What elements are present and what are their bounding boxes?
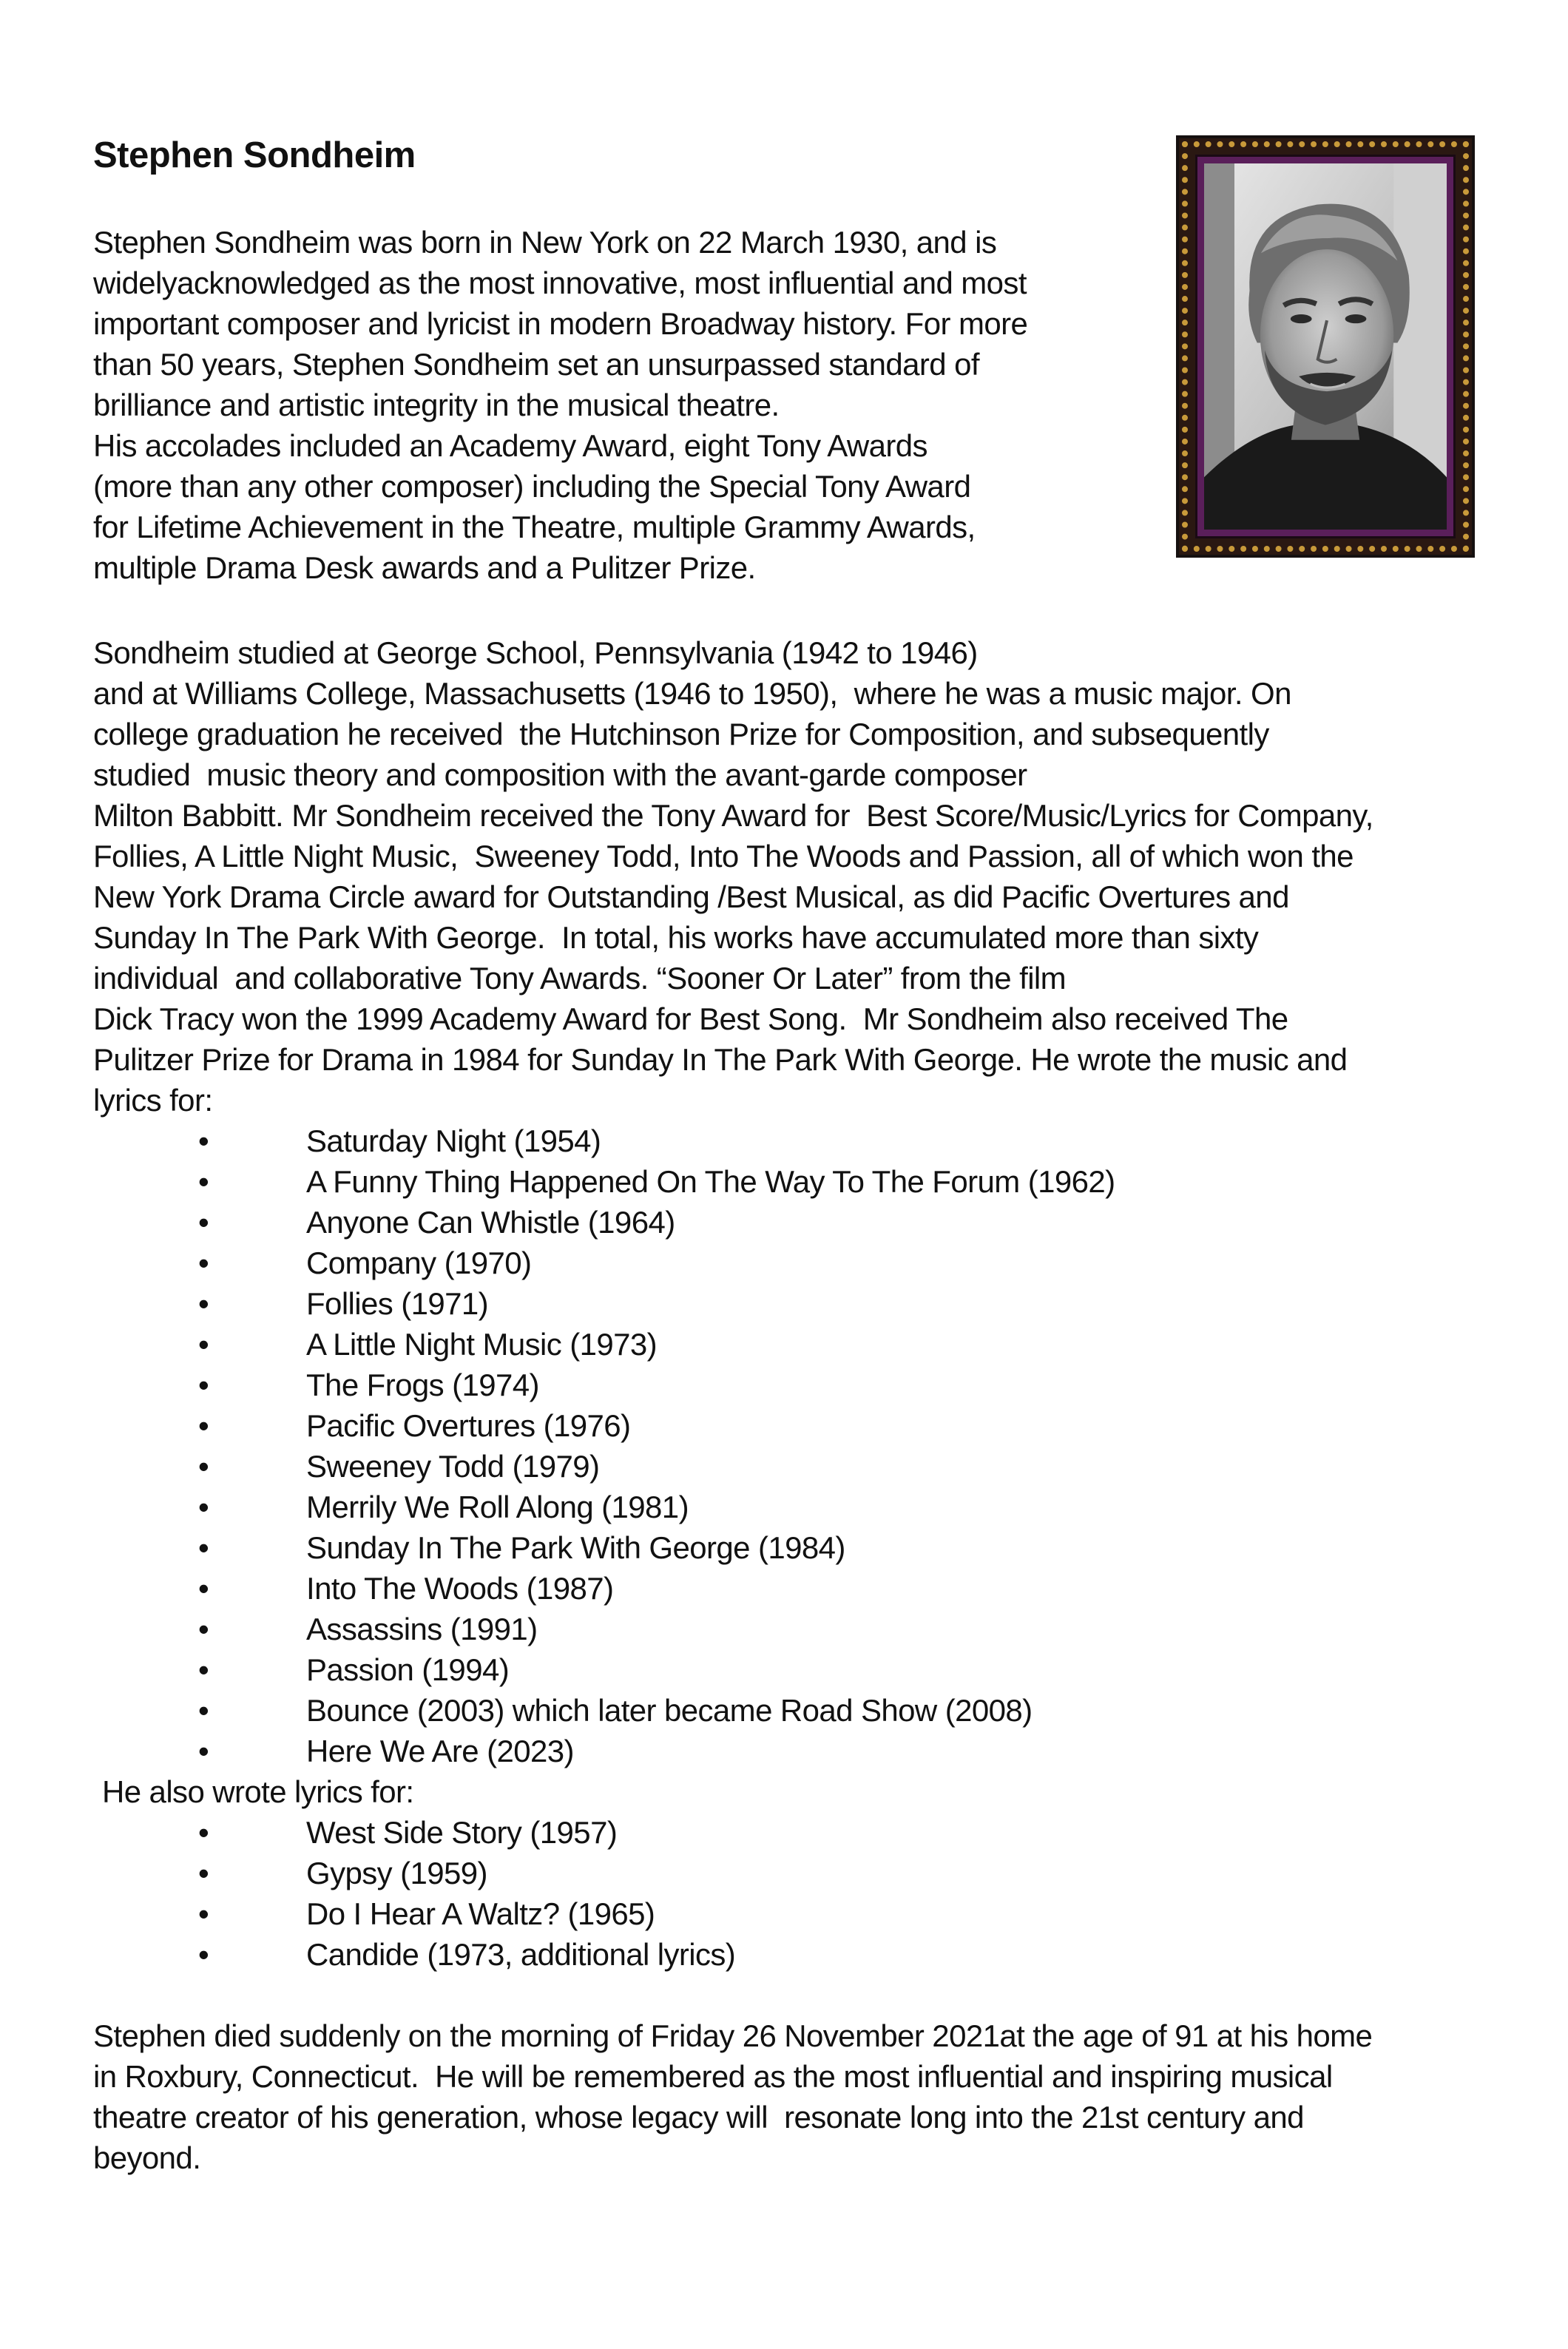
show-title: Here We Are (2023) [306,1734,574,1768]
list-item [93,1934,735,1975]
show-title: The Frogs (1974) [306,1368,539,1402]
bullet-icon: • [198,1937,209,1972]
bullet-icon: • [198,1164,209,1199]
intro-line: multiple Drama Desk awards and a Pulitzer Prize. [93,550,756,585]
career-line: Follies, A Little Night Music, Sweeney Todd, Into The Woods and Passion, all of which won the [93,839,1354,873]
list-item [93,1893,735,1934]
music-and-lyrics-list [93,1121,1115,1771]
list-item [93,1690,1115,1731]
list-item [93,1731,1115,1771]
list-item [93,1649,1115,1690]
intro-paragraph [93,222,1143,588]
closing-paragraph [93,2015,1521,2178]
list-item [93,1568,1115,1609]
show-title: Saturday Night (1954) [306,1123,601,1158]
bullet-icon: • [198,1490,209,1524]
career-line: lyrics for: [93,1083,213,1118]
show-title: Into The Woods (1987) [306,1571,614,1606]
show-title: Company (1970) [306,1246,532,1280]
show-title: Anyone Can Whistle (1964) [306,1205,675,1240]
intro-line: His accolades included an Academy Award, eight Tony Awards [93,428,927,463]
portrait-photo [1176,135,1475,558]
list-item [93,1446,1115,1487]
list-item [93,1609,1115,1649]
list-item [93,1324,1115,1365]
list-item [93,1527,1115,1568]
bullet-icon: • [198,1571,209,1606]
career-line: Pulitzer Prize for Drama in 1984 for Sunday In The Park With George. He wrote the music and [93,1042,1348,1077]
bullet-icon: • [198,1246,209,1280]
list-item [93,1243,1115,1283]
show-title: Passion (1994) [306,1652,510,1687]
career-line: New York Drama Circle award for Outstanding /Best Musical, as did Pacific Overtures and [93,879,1289,914]
bullet-icon: • [198,1815,209,1850]
career-line: and at Williams College, Massachusetts (1946 to 1950), where he was a music major. On [93,676,1291,711]
show-title: Sweeney Todd (1979) [306,1449,600,1484]
show-title: Follies (1971) [306,1286,489,1321]
career-line: individual and collaborative Tony Awards. “Sooner Or Later” from the film [93,961,1067,996]
lyrics-only-heading: He also wrote lyrics for: [102,1774,414,1809]
list-item [93,1405,1115,1446]
bullet-icon: • [198,1693,209,1728]
career-line: Sondheim studied at George School, Pennsylvania (1942 to 1946) [93,635,978,670]
bullet-icon: • [198,1123,209,1158]
list-item [93,1365,1115,1405]
bullet-icon: • [198,1408,209,1443]
list-item [93,1161,1115,1202]
intro-line: than 50 years, Stephen Sondheim set an unsurpassed standard of [93,347,979,382]
show-title: Do I Hear A Waltz? (1965) [306,1896,655,1931]
list-item [93,1283,1115,1324]
bullet-icon: • [198,1205,209,1240]
intro-line: important composer and lyricist in modern Broadway history. For more [93,306,1028,341]
portrait-image [1204,163,1447,530]
list-item [93,1202,1115,1243]
career-line: Sunday In The Park With George. In total, his works have accumulated more than sixty [93,920,1259,955]
show-title: Gypsy (1959) [306,1856,487,1890]
lyrics-only-list [93,1812,735,1975]
list-item [93,1121,1115,1161]
closing-line: in Roxbury, Connecticut. He will be remembered as the most influential and inspiring musical [93,2059,1333,2094]
show-title: West Side Story (1957) [306,1815,618,1850]
bullet-icon: • [198,1856,209,1890]
intro-line: brilliance and artistic integrity in the musical theatre. [93,388,780,422]
intro-line: widelyacknowledged as the most innovative, most influential and most [93,266,1027,300]
career-line: Milton Babbitt. Mr Sondheim received the Tony Award for Best Score/Music/Lyrics for Company, [93,798,1373,833]
closing-line: theatre creator of his generation, whose legacy will resonate long into the 21st century and [93,2100,1304,2135]
show-title: A Little Night Music (1973) [306,1327,658,1362]
career-paragraph [93,632,1513,1121]
show-title: Bounce (2003) which later became Road Show (2008) [306,1693,1033,1728]
intro-line: Stephen Sondheim was born in New York on 22 March 1930, and is [93,225,997,260]
bullet-icon: • [198,1652,209,1687]
show-title: A Funny Thing Happened On The Way To The Forum (1962) [306,1164,1115,1199]
bullet-icon: • [198,1734,209,1768]
career-line: studied music theory and composition with the avant-garde composer [93,757,1027,792]
show-title: Sunday In The Park With George (1984) [306,1530,845,1565]
intro-line: (more than any other composer) including the Special Tony Award [93,469,971,504]
career-line: Dick Tracy won the 1999 Academy Award for Best Song. Mr Sondheim also received The [93,1001,1288,1036]
bullet-icon: • [198,1530,209,1565]
bullet-icon: • [198,1368,209,1402]
closing-line: beyond. [93,2140,201,2175]
list-item [93,1853,735,1893]
show-title: Merrily We Roll Along (1981) [306,1490,689,1524]
page-title: Stephen Sondheim [93,135,416,175]
list-item [93,1487,1115,1527]
bullet-icon: • [198,1286,209,1321]
intro-line: for Lifetime Achievement in the Theatre, multiple Grammy Awards, [93,510,976,544]
bullet-icon: • [198,1896,209,1931]
closing-line: Stephen died suddenly on the morning of Friday 26 November 2021at the age of 91 at his home [93,2018,1373,2053]
bullet-icon: • [198,1612,209,1646]
list-item [93,1812,735,1853]
bullet-icon: • [198,1327,209,1362]
show-title: Assassins (1991) [306,1612,538,1646]
bullet-icon: • [198,1449,209,1484]
show-title: Pacific Overtures (1976) [306,1408,631,1443]
career-line: college graduation he received the Hutchinson Prize for Composition, and subsequently [93,717,1269,751]
show-title: Candide (1973, additional lyrics) [306,1937,736,1972]
